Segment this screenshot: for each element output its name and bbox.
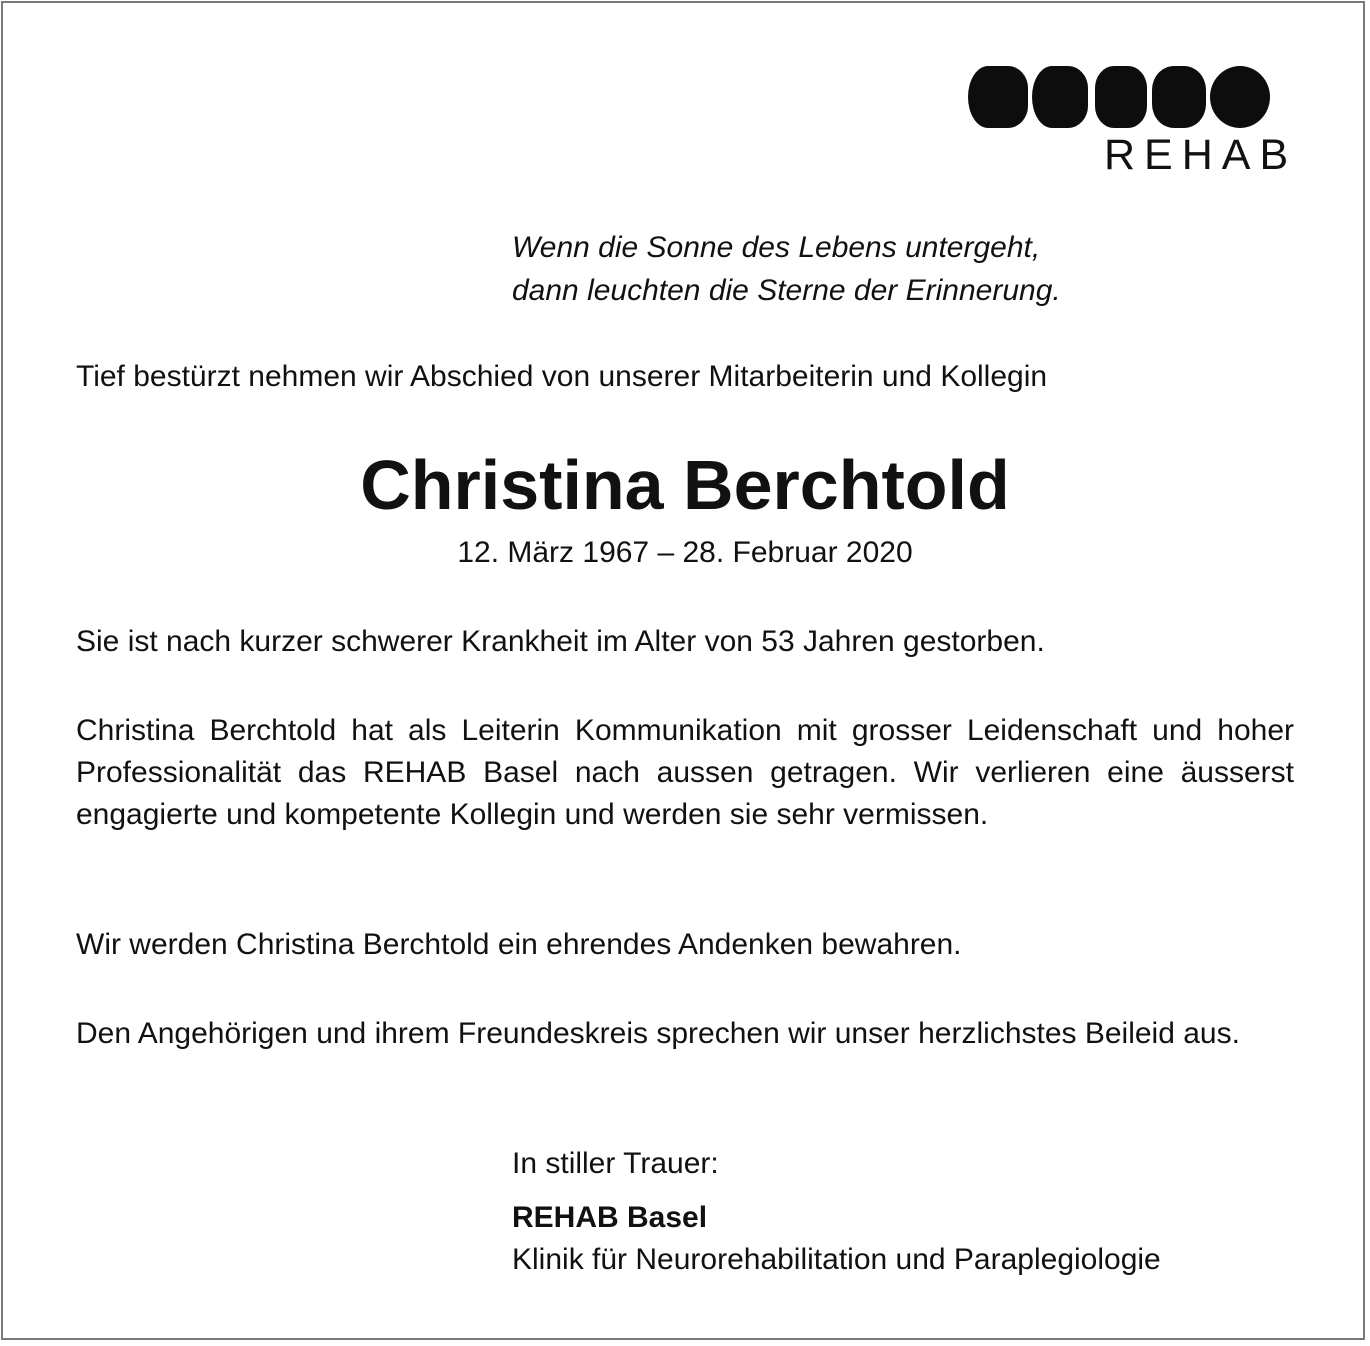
deceased-name: Christina Berchtold: [360, 446, 1010, 524]
quote-line-2: dann leuchten die Sterne der Erinnerung.: [512, 274, 1061, 307]
signature-organization: REHAB Basel: [512, 1201, 708, 1234]
rehab-five-dots-logo-icon: [968, 66, 1278, 130]
memorial-quote: [512, 226, 1061, 312]
paragraph-remembrance: Wir werden Christina Berchtold ein ehrendes Andenken bewahren.: [76, 928, 962, 961]
paragraph-tribute: Christina Berchtold hat als Leiterin Kommunikation mit grosser Leidenschaft und hoher Professionalität das REHAB Basel nach aussen getragen. Wir verlieren eine äusserst engagierte und kompetente Kollegin und werden sie sehr vermissen.: [76, 714, 1294, 831]
paragraph-illness: Sie ist nach kurzer schwerer Krankheit im Alter von 53 Jahren gestorben.: [76, 625, 1045, 658]
quote-line-1: Wenn die Sonne des Lebens untergeht,: [512, 231, 1041, 264]
signature-subtitle: Klinik für Neurorehabilitation und Paraplegiologie: [512, 1243, 1161, 1276]
intro-text: Tief bestürzt nehmen wir Abschied von unserer Mitarbeiterin und Kollegin: [76, 360, 1048, 393]
rehab-wordmark: REHAB: [1104, 131, 1298, 179]
rehab-logo: [968, 66, 1298, 178]
life-dates: 12. März 1967 – 28. Februar 2020: [457, 536, 913, 569]
signature-intro: In stiller Trauer:: [512, 1147, 719, 1180]
notice-border: [1, 1, 1365, 1340]
paragraph-condolences: Den Angehörigen und ihrem Freundeskreis sprechen wir unser herzlichstes Beileid aus.: [76, 1017, 1240, 1050]
